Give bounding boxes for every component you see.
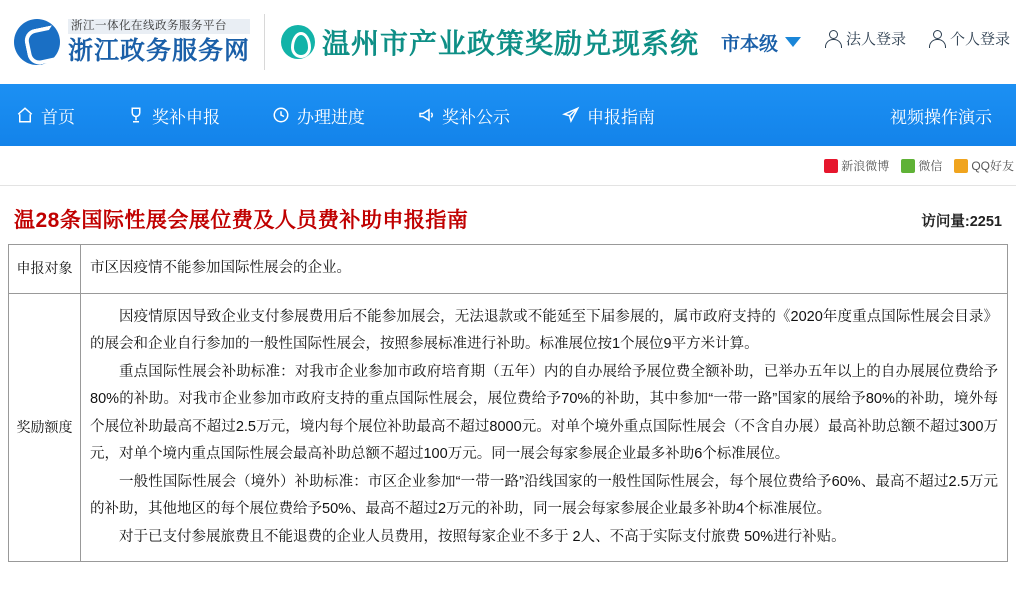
trophy-icon	[127, 106, 145, 124]
nav-label-publicity: 奖补公示	[442, 107, 510, 127]
visit-count: 访问量:2251	[921, 214, 1002, 230]
nav-label-home: 首页	[41, 107, 75, 127]
personal-login-label: 个人登录	[949, 31, 1010, 48]
zhejiang-gov-logo[interactable]	[14, 14, 265, 70]
share-wechat-label: 微信	[918, 159, 943, 173]
table-row	[9, 245, 1008, 294]
chevron-down-icon	[785, 37, 801, 47]
site-header	[0, 0, 1016, 84]
globe-icon	[281, 25, 315, 59]
nav-item-home[interactable]	[16, 103, 75, 128]
zhejiang-gov-icon	[14, 19, 60, 65]
paragraph: 市区因疫情不能参加国际性展会的企业。	[90, 260, 351, 276]
system-title	[281, 22, 699, 62]
video-demo-link[interactable]: 视频操作演示	[890, 107, 992, 127]
row-label-applicant: 申报对象	[9, 245, 81, 294]
personal-login-button[interactable]	[928, 28, 1010, 49]
weibo-icon	[824, 159, 838, 173]
nav-item-publicity[interactable]	[417, 103, 510, 128]
nav-item-guide[interactable]	[562, 103, 655, 128]
wechat-icon	[901, 159, 915, 173]
paragraph: 一般性国际性展会（境外）补助标准：市区企业参加“一带一路”沿线国家的一般性国际性展会，每个展位费给予60%、最高不超过2.5万元的补助，其他地区的每个展位费给予50%、最高不超过2万元的补助，同一展会每家参展企业最多补助4个标准展位。	[90, 473, 998, 518]
row-content-applicant	[81, 245, 1008, 294]
nav-label-guide: 申报指南	[587, 107, 655, 127]
nav-item-progress[interactable]	[272, 103, 365, 128]
paragraph: 因疫情原因导致企业支付参展费用后不能参加展会，无法退款或不能延至下届参展的，属市政府支持的《2020年度重点国际性展会目录》的展会和企业自行参加的一般性国际性展会，按照参展标准进行补助。标准展位按1个展位9平方米计算。	[90, 308, 998, 353]
page-title: 温28条国际性展会展位费及人员费补助申报指南	[14, 209, 469, 232]
paragraph: 重点国际性展会补助标准：对我市企业参加市政府培育期（五年）内的自办展给予展位费全额补助，已举办五年以上的自办展展位费给予80%的补助。对我市企业参加市政府支持的重点国际性展会，展位费给予70%的补助，其中参加“一带一路”国家的展给予80%的补助，境外每个展位补助最高不超过2.5万元，境内每个展位补助最高不超过8000元。对单个境外重点国际性展会（不含自办展）最高补助总额不超过300万元，对单个境内重点国际性展会最高补助总额不超过100万元。同一展会每家参展企业最多补助6个标准展位。	[90, 363, 998, 463]
login-area	[824, 28, 1010, 49]
paragraph: 对于已支付参展旅费且不能退费的企业人员费用，按照每家企业不多于 2人、不高于实际支付旅费 50%进行补贴。	[119, 528, 846, 545]
paperplane-icon	[562, 106, 580, 124]
share-weibo-label: 新浪微博	[841, 159, 890, 173]
nav-item-apply[interactable]	[127, 103, 220, 128]
share-qq[interactable]	[954, 157, 1014, 174]
share-qq-label: QQ好友	[971, 159, 1014, 173]
nav-label-apply: 奖补申报	[152, 107, 220, 127]
row-label-amount: 奖励额度	[9, 293, 81, 562]
legal-person-login-label: 法人登录	[845, 31, 906, 48]
guide-table	[8, 244, 1008, 562]
megaphone-icon	[417, 106, 435, 124]
share-wechat[interactable]	[901, 157, 942, 174]
gov-logo-subtitle: 浙江一体化在线政务服务平台	[68, 19, 250, 34]
legal-person-login-button[interactable]	[824, 28, 906, 49]
user-icon	[824, 30, 841, 47]
home-icon	[16, 106, 34, 124]
main-nav	[0, 84, 1016, 146]
nav-label-progress: 办理进度	[297, 107, 365, 127]
system-title-text: 温州市产业政策奖励兑现系统	[322, 28, 700, 59]
row-content-amount	[81, 293, 1008, 562]
qq-icon	[954, 159, 968, 173]
user-icon	[928, 30, 945, 47]
share-bar	[0, 146, 1016, 186]
article-header	[0, 186, 1016, 244]
clock-icon	[272, 106, 290, 124]
region-label: 市本级	[721, 33, 779, 55]
share-weibo[interactable]	[824, 157, 889, 174]
region-selector[interactable]	[721, 29, 801, 56]
table-row	[9, 293, 1008, 562]
gov-logo-title: 浙江政务服务网	[68, 36, 251, 65]
